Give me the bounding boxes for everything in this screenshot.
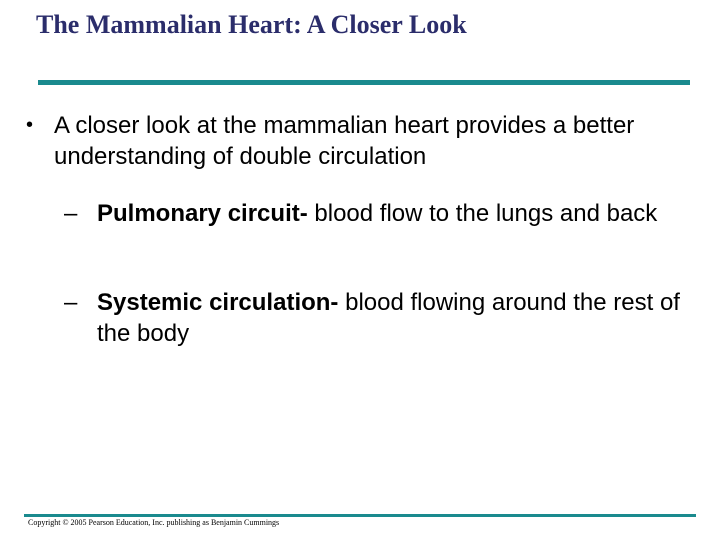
sub-text [97,287,694,349]
sub-term: Systemic circulation- [97,289,339,316]
sub-point-pulmonary [64,198,694,229]
footer-divider [24,514,696,517]
sub-description: blood flow to the lungs and back [307,200,658,227]
copyright-notice: Copyright © 2005 Pearson Education, Inc. publishing as Benjamin Cummings [28,518,280,527]
bullet-mark: • [26,114,34,136]
sub-point-systemic [64,287,694,349]
slide-title: The Mammalian Heart: A Closer Look [36,10,467,39]
sub-text [97,198,694,229]
title-divider [38,80,690,85]
sub-description: blood flowing around the rest of the body [97,289,680,347]
dash-mark: – [64,200,78,227]
sub-row [64,287,694,349]
bullet-text: A closer look at the mammalian heart provides a better understanding of double circulation [54,112,635,170]
sub-row [64,198,694,229]
sub-term: Pulmonary circuit- [97,200,308,227]
dash-mark: – [64,289,78,316]
main-bullet [26,110,696,172]
bullet-row [26,110,696,172]
